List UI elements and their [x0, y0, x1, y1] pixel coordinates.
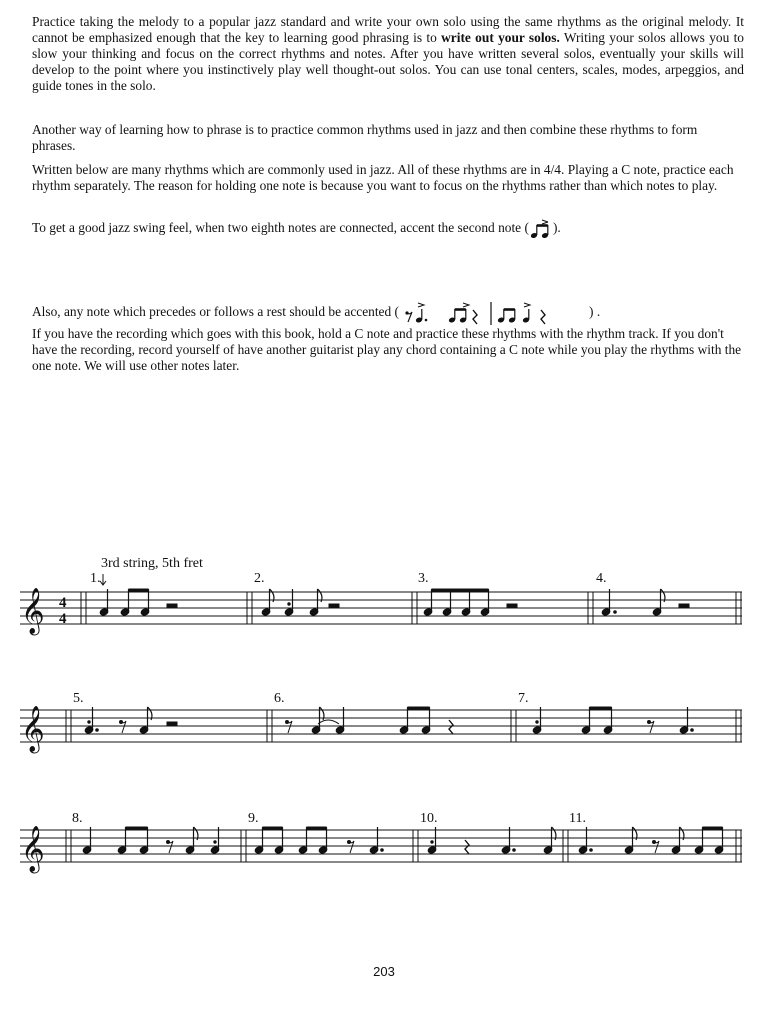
treble-clef-icon: 𝄞	[21, 706, 45, 751]
exercise-number: 6.	[274, 691, 285, 706]
notes-group	[82, 827, 724, 854]
paragraph-swing-feel	[32, 218, 744, 240]
paragraph-text: Practice taking the melody to a popular jazz standard and write your own solo using the same rhythms as the original melody. It cannot be emphasized enough that the key to learning good phrasing is to	[32, 14, 744, 45]
time-signature-top: 4	[59, 595, 67, 611]
music-staff-row-3	[0, 804, 768, 884]
accented-eighths-icon	[529, 218, 553, 240]
paragraph-phrasing: Another way of learning how to phrase is to practice common rhythms used in jazz and then combine these rhythms to form phrases.	[32, 122, 698, 153]
paragraph-recording: If you have the recording which goes with this book, hold a C note and practice these rhythms with the rhythm track. If you don't have the recording, record yourself of have another guitarist play any chord containing a C note while you play the rhythms with the one note. We will use other notes later.	[32, 326, 742, 373]
down-arrow-icon	[100, 574, 106, 585]
paragraph-text: ) .	[589, 304, 601, 320]
notes-group	[84, 707, 693, 734]
music-staff-row-2	[0, 684, 768, 764]
time-signature-bottom: 4	[59, 611, 67, 627]
exercise-number: 3.	[418, 571, 429, 586]
string-fret-annotation: 3rd string, 5th fret	[101, 556, 203, 571]
paragraph-text: To get a good jazz swing feel, when two eighth notes are connected, accent the second note (	[32, 220, 529, 236]
music-staff-row-1	[0, 550, 768, 640]
treble-clef-icon: 𝄞	[21, 588, 45, 633]
exercise-number: 10.	[420, 811, 438, 826]
exercise-number: 4.	[596, 571, 607, 586]
exercise-number: 1.	[90, 571, 101, 586]
bold-emphasis: write out your solos.	[441, 30, 560, 45]
paragraph-rest-accent	[32, 300, 744, 326]
page-number: 203	[373, 964, 395, 979]
exercise-number: 11.	[569, 811, 586, 826]
exercise-number: 7.	[518, 691, 529, 706]
treble-clef-icon: 𝄞	[21, 826, 45, 871]
paragraph-text: Writing your solos allows you to slow your thinking and focus on the correct rhythms and notes. After you have written several solos, eventually your skills will develop to the point where you instinctively play well thought-out solos. You can use tonal centers, scales, modes, arpeggios, and guide tones in the solo.	[32, 30, 744, 93]
exercise-number: 2.	[254, 571, 265, 586]
paragraph-melody-solo	[32, 14, 744, 94]
notes-group	[99, 589, 689, 616]
rest-accent-rhythm-icon	[399, 300, 589, 326]
paragraph-text: Also, any note which precedes or follows a rest should be accented (	[32, 304, 400, 320]
paragraph-text: ).	[552, 220, 561, 236]
exercise-number: 9.	[248, 811, 259, 826]
exercise-number: 8.	[72, 811, 83, 826]
paragraph-rhythms-intro: Written below are many rhythms which are commonly used in jazz. All of these rhythms are in 4/4. Playing a C note, practice each rhythm separately. The reason for holding one note is because you want to focus on the rhythms rather than which notes to play.	[32, 162, 734, 193]
exercise-number: 5.	[73, 691, 84, 706]
